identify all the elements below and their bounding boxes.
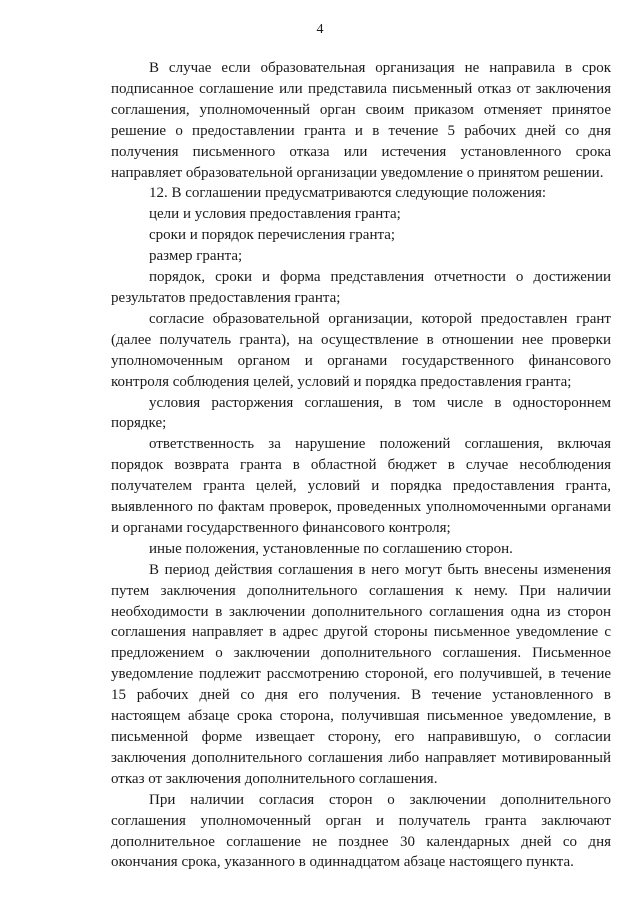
paragraph-notification: В случае если образовательная организация не направила в срок подписанное соглашение или представила письменный отказ от заключения соглашения, уполномоченный орган своим приказом отменяет принятое решение о предоставлении гранта и в течение 5 рабочих дней со дня получения письменного отказа или истечения установленного срока направляет образовательной организации уведомление о принятом решении. [111,60,611,181]
page-number: 4 [316,22,324,37]
list-item-other: иные положения, установленные по соглашению сторон. [149,540,513,557]
list-item-reporting: порядок, сроки и форма представления отчетности о достижении результатов предоставления гранта; [111,269,611,306]
list-item-goals: цели и условия предоставления гранта; [149,206,401,223]
paragraph-amendments: В период действия соглашения в него могут быть внесены изменения путем заключения дополнительного соглашения к нему. При наличии необходимости в заключении дополнительного соглашения одна из сторон соглашения направляет в адрес другой стороны письменное уведомление с предложением о заключении дополнительного соглашения. Письменное уведомление подлежит рассмотрению стороной, его получившей, в течение 15 рабочих дней со дня его получения. В течение установленного в настоящем абзаце срока сторона, получившая письменное уведомление, в письменной форме извещает сторону, его направившую, о согласии заключения дополнительного соглашения либо направляет мотивированный отказ от заключения дополнительного соглашения. [111,561,611,787]
list-item-terms: сроки и порядок перечисления гранта; [149,227,396,244]
list-item-consent: согласие образовательной организации, которой предоставлен грант (далее получатель гранта), на осуществление в отношении нее проверки уполномоченным органом и органами государственного финансового контроля соблюдения целей, условий и порядка предоставления гранта; [111,310,611,390]
paragraph-additional-agreement: При наличии согласия сторон о заключении дополнительного соглашения уполномоченный орган и получатель гранта заключают дополнительное соглашение не позднее 30 календарных дней со дня окончания срока, указанного в одиннадцатом абзаце настоящего пункта. [111,791,611,871]
paragraph-clause-12: 12. В соглашении предусматриваются следующие положения: [149,185,547,202]
list-item-amount: размер гранта; [149,248,243,265]
document-body [111,58,611,873]
list-item-liability: ответственность за нарушение положений соглашения, включая порядок возврата гранта в областной бюджет в случае несоблюдения получателем гранта целей, условий и порядка предоставления гранта, выявленного по фактам проверок, проведенных уполномоченными органами и органами государственного финансового контроля; [111,436,611,536]
list-item-termination: условия расторжения соглашения, в том числе в одностороннем порядке; [111,394,611,432]
